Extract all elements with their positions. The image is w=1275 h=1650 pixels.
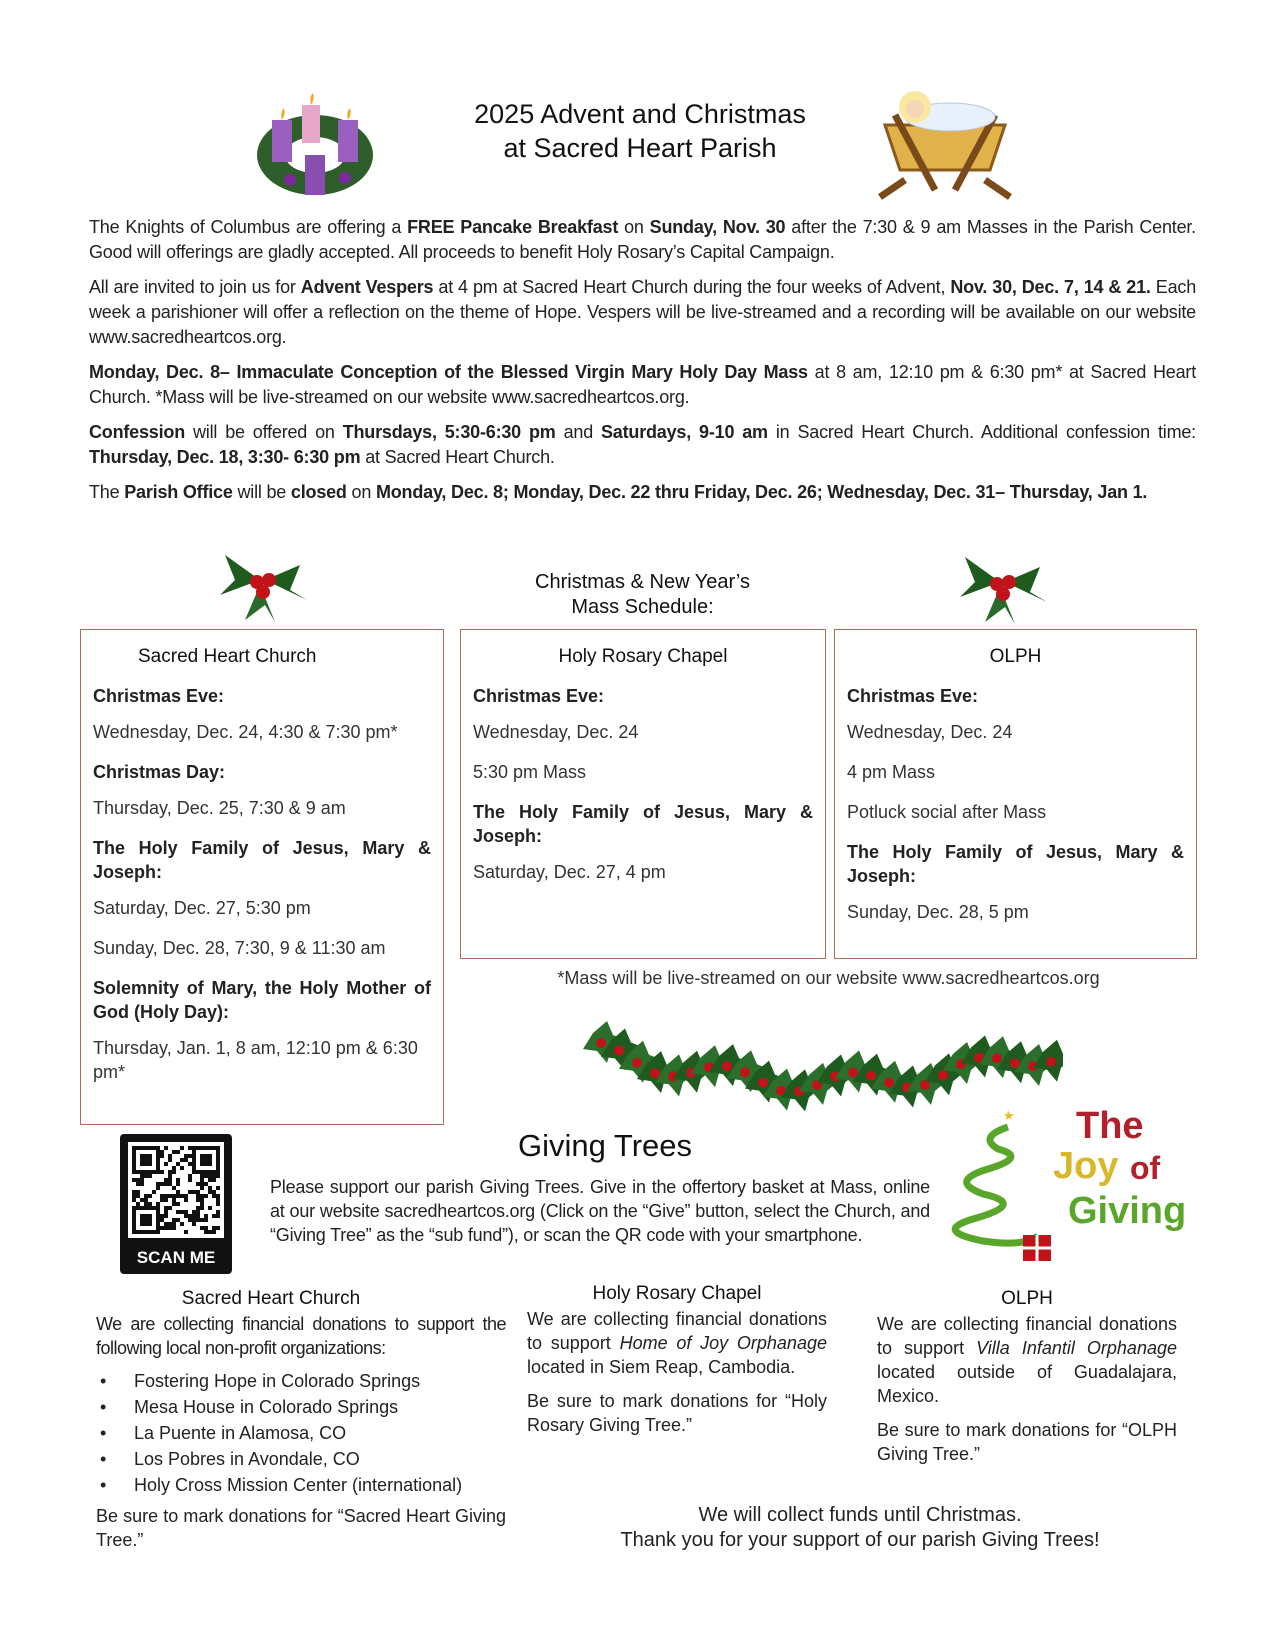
bold-text: Monday, Dec. 8; Monday, Dec. 22 thru Friday, Dec. 26; Wednesday, Dec. 31– Thursday, Jan 1.	[375, 482, 1148, 502]
holly-berry	[938, 1070, 948, 1080]
location-name: OLPH	[989, 646, 1042, 667]
schedule-heading-line-1: Christmas & New Year’s	[535, 571, 750, 593]
giving-sacred-heart	[96, 1288, 506, 1562]
text: We are collecting financial donations to support	[877, 1314, 1177, 1358]
service-time: Wednesday, Dec. 24, 4:30 & 7:30 pm*	[93, 722, 398, 742]
service-label: Christmas Eve:	[93, 686, 225, 706]
text: after the 7:30 & 9 am Masses in the Parish Center. Good will offerings are gladly accepted. All proceeds to benefit Holy Rosary’s Capital Campaign.	[89, 217, 1196, 262]
organization-list	[96, 1368, 506, 1498]
service-label: The Holy Family of Jesus, Mary & Joseph:	[93, 838, 431, 882]
service-label: Christmas Eve:	[847, 686, 979, 706]
giving-trees-intro: Please support our parish Giving Trees. Give in the offertory basket at Mass, online at our website sacredheartcos.org (Click on the “Give” button, select the Church, and “Giving Tree” as the “sub fund”), or scan the QR code with your smartphone.	[270, 1177, 930, 1245]
bold-text: Advent Vespers	[300, 277, 434, 297]
service-time: Thursday, Jan. 1, 8 am, 12:10 pm & 6:30 pm*	[93, 1038, 418, 1082]
logo-word-of: of	[1130, 1150, 1161, 1186]
text: in Sacred Heart Church. Additional confession time:	[767, 422, 1196, 442]
text: will be	[232, 482, 291, 502]
title-line-1: 2025 Advent and Christmas	[474, 99, 806, 129]
list-item: • Fostering Hope in Colorado Springs	[96, 1368, 506, 1394]
service-label: The Holy Family of Jesus, Mary & Joseph:	[847, 842, 1184, 886]
closing-line-1: We will collect funds until Christmas.	[698, 1504, 1022, 1526]
announcement-advent-vespers	[89, 275, 1196, 350]
holly-berry	[740, 1067, 750, 1077]
giving-olph	[877, 1288, 1177, 1476]
holly-berry	[650, 1068, 660, 1078]
service-label: The Holy Family of Jesus, Mary & Joseph:	[473, 802, 813, 846]
service-time: Saturday, Dec. 27, 5:30 pm	[93, 898, 311, 918]
text: at Sacred Heart Church.	[360, 447, 555, 467]
text: Each week a parishioner will offer a reflection on the theme of Hope. Vespers will be live-streamed and a recording will be available on our website www.sacredheartcos.org.	[89, 277, 1196, 347]
service-label: Solemnity of Mary, the Holy Mother of God (Holy Day):	[93, 978, 431, 1022]
text: located in Siem Reap, Cambodia.	[527, 1357, 796, 1377]
text: The	[89, 482, 125, 502]
column-note: Be sure to mark donations for “Holy Rosary Giving Tree.”	[527, 1391, 827, 1435]
service-label: Christmas Day:	[93, 762, 226, 782]
giving-holy-rosary	[527, 1283, 827, 1447]
service-time: Potluck social after Mass	[847, 802, 1047, 822]
page-title	[420, 97, 860, 165]
service-time: 5:30 pm Mass	[473, 762, 587, 782]
schedule-heading	[470, 570, 815, 620]
bold-text: Sunday, Nov. 30	[649, 217, 786, 237]
service-time: Thursday, Dec. 25, 7:30 & 9 am	[93, 798, 346, 818]
schedule-box-olph	[834, 629, 1197, 959]
holly-berry	[1046, 1057, 1056, 1067]
joy-of-giving-logo	[948, 1105, 1187, 1265]
location-name: Sacred Heart Church	[138, 646, 317, 667]
logo-word-giving: Giving	[1068, 1190, 1187, 1232]
holly-berry	[758, 1078, 768, 1088]
qr-code-icon	[128, 1142, 224, 1238]
column-heading: Sacred Heart Church	[181, 1288, 361, 1309]
text: on	[346, 482, 376, 502]
holly-berry	[632, 1058, 642, 1068]
advent-wreath-image	[250, 80, 380, 205]
service-label: Christmas Eve:	[473, 686, 605, 706]
service-time: Sunday, Dec. 28, 7:30, 9 & 11:30 am	[93, 938, 386, 958]
bold-text: Confession	[89, 422, 186, 442]
column-text	[877, 1312, 1177, 1408]
column-text: We are collecting financial donations to support the following local non-profit organizations:	[96, 1314, 506, 1358]
holly-berry	[992, 1053, 1002, 1063]
column-note: Be sure to mark donations for “Sacred Heart Giving Tree.”	[96, 1506, 506, 1550]
holly-berry	[866, 1071, 876, 1081]
service-time: Sunday, Dec. 28, 5 pm	[847, 902, 1029, 922]
list-item: • Mesa House in Colorado Springs	[96, 1394, 506, 1420]
holly-icon	[955, 542, 1050, 627]
holly-berry	[722, 1061, 732, 1071]
holly-berry	[614, 1046, 624, 1056]
service-time: Wednesday, Dec. 24	[847, 722, 1013, 742]
giving-trees-title: Giving Trees	[517, 1128, 692, 1163]
service-time: Saturday, Dec. 27, 4 pm	[473, 862, 666, 882]
text: and	[555, 422, 601, 442]
column-heading: OLPH	[1001, 1288, 1053, 1309]
bold-text: Thursday, Dec. 18, 3:30- 6:30 pm	[89, 447, 361, 467]
livestream-footnote: *Mass will be live-streamed on our website www.sacredheartcos.org	[557, 968, 1100, 988]
text: All are invited to join us for	[89, 277, 301, 297]
title-line-2: at Sacred Heart Parish	[503, 133, 777, 163]
location-name: Holy Rosary Chapel	[558, 646, 728, 667]
orphanage-name: Villa Infantil Orphanage	[976, 1338, 1177, 1358]
giving-closing	[560, 1503, 1160, 1553]
list-item: • Holy Cross Mission Center (international)	[96, 1472, 506, 1498]
closing-line-2: Thank you for your support of our parish Giving Trees!	[620, 1529, 1100, 1551]
holly-berry	[848, 1067, 858, 1077]
logo-word-joy: Joy	[1053, 1145, 1119, 1187]
announcement-pancake-breakfast	[89, 215, 1196, 265]
holly-berry	[596, 1038, 606, 1048]
manger-image	[875, 85, 1015, 200]
text: on	[618, 217, 650, 237]
holly-icon	[215, 540, 310, 625]
announcement-parish-office-closed	[89, 480, 1196, 505]
column-note: Be sure to mark donations for “OLPH Giving Tree.”	[877, 1420, 1177, 1464]
bold-text: Saturdays, 9-10 am	[601, 422, 768, 442]
column-heading: Holy Rosary Chapel	[592, 1283, 762, 1304]
schedule-heading-line-2: Mass Schedule:	[571, 596, 714, 618]
bold-text: Monday, Dec. 8– Immaculate Conception of the Blessed Virgin Mary Holy Day Mass	[89, 362, 808, 382]
holly-berry	[884, 1078, 894, 1088]
announcements	[89, 215, 1196, 505]
column-text	[527, 1307, 827, 1379]
text: will be offered on	[185, 422, 343, 442]
text: located outside of Guadalajara, Mexico.	[877, 1362, 1177, 1406]
scan-me-label: SCAN ME	[136, 1248, 216, 1267]
service-time: 4 pm Mass	[847, 762, 936, 782]
bold-text: Thursdays, 5:30-6:30 pm	[342, 422, 556, 442]
christmas-tree-icon	[948, 1105, 1058, 1265]
list-item: • Los Pobres in Avondale, CO	[96, 1446, 506, 1472]
qr-code[interactable]	[120, 1134, 232, 1274]
bold-text: FREE Pancake Breakfast	[407, 217, 619, 237]
holly-garland-image	[583, 1008, 1063, 1113]
announcement-confession	[89, 420, 1196, 470]
text: at 8 am, 12:10 pm & 6:30 pm* at Sacred Heart Church. *Mass will be live-streamed on our website www.sacredheartcos.org.	[89, 362, 1197, 407]
text: We are collecting financial donations to support	[527, 1309, 827, 1353]
orphanage-name: Home of Joy Orphanage	[619, 1333, 827, 1353]
announcement-immaculate-conception	[89, 360, 1196, 410]
logo-word-the: The	[1076, 1105, 1144, 1147]
service-time: Wednesday, Dec. 24	[473, 722, 639, 742]
schedule-box-sacred-heart	[80, 629, 444, 1125]
text: The Knights of Columbus are offering a	[89, 217, 408, 237]
bold-text: closed	[290, 482, 347, 502]
bold-text: Nov. 30, Dec. 7, 14 & 21.	[950, 277, 1151, 297]
list-item: • La Puente in Alamosa, CO	[96, 1420, 506, 1446]
text: at 4 pm at Sacred Heart Church during the four weeks of Advent,	[433, 277, 951, 297]
schedule-box-holy-rosary	[460, 629, 826, 959]
bold-text: Parish Office	[124, 482, 233, 502]
